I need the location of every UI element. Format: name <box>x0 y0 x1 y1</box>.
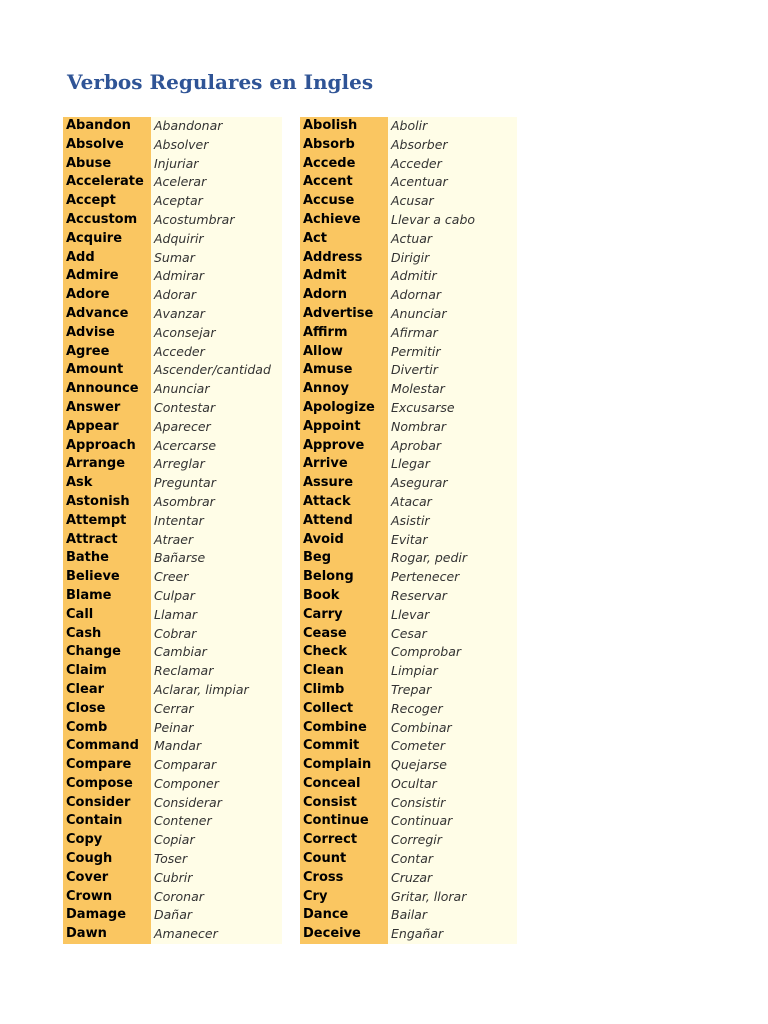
table-row <box>63 211 282 230</box>
table-row <box>63 343 282 362</box>
spanish-translation-cell: Acercarse <box>151 437 282 456</box>
english-verb-cell: Accustom <box>63 211 151 230</box>
table-row <box>63 117 282 136</box>
english-verb-cell: Ask <box>63 474 151 493</box>
english-verb-cell: Call <box>63 606 151 625</box>
table-row <box>63 606 282 625</box>
table-row <box>300 756 517 775</box>
english-verb-cell: Answer <box>63 399 151 418</box>
table-row <box>63 850 282 869</box>
spanish-translation-cell: Aprobar <box>388 437 517 456</box>
table-row <box>300 230 517 249</box>
spanish-translation-cell: Continuar <box>388 812 517 831</box>
english-verb-cell: Belong <box>300 568 388 587</box>
table-row <box>300 925 517 944</box>
english-verb-cell: Change <box>63 643 151 662</box>
spanish-translation-cell: Rogar, pedir <box>388 549 517 568</box>
table-row <box>300 192 517 211</box>
english-verb-cell: Cry <box>300 888 388 907</box>
spanish-translation-cell: Culpar <box>151 587 282 606</box>
table-row <box>63 418 282 437</box>
table-row <box>63 173 282 192</box>
english-verb-cell: Combine <box>300 719 388 738</box>
spanish-translation-cell: Abandonar <box>151 117 282 136</box>
spanish-translation-cell: Componer <box>151 775 282 794</box>
spanish-translation-cell: Dirigir <box>388 249 517 268</box>
spanish-translation-cell: Absorber <box>388 136 517 155</box>
table-row <box>63 643 282 662</box>
english-verb-cell: Announce <box>63 380 151 399</box>
table-row <box>300 719 517 738</box>
spanish-translation-cell: Llamar <box>151 606 282 625</box>
spanish-translation-cell: Afirmar <box>388 324 517 343</box>
english-verb-cell: Clean <box>300 662 388 681</box>
spanish-translation-cell: Trepar <box>388 681 517 700</box>
english-verb-cell: Correct <box>300 831 388 850</box>
english-verb-cell: Book <box>300 587 388 606</box>
table-row <box>300 831 517 850</box>
table-row <box>300 211 517 230</box>
english-verb-cell: Act <box>300 230 388 249</box>
english-verb-cell: Absolve <box>63 136 151 155</box>
table-row <box>300 869 517 888</box>
spanish-translation-cell: Gritar, llorar <box>388 888 517 907</box>
english-verb-cell: Approach <box>63 437 151 456</box>
table-row <box>63 775 282 794</box>
english-verb-cell: Astonish <box>63 493 151 512</box>
english-verb-cell: Accept <box>63 192 151 211</box>
table-row <box>63 869 282 888</box>
english-verb-cell: Cover <box>63 869 151 888</box>
english-verb-cell: Accent <box>300 173 388 192</box>
spanish-translation-cell: Preguntar <box>151 474 282 493</box>
english-verb-cell: Attend <box>300 512 388 531</box>
spanish-translation-cell: Ascender/cantidad <box>151 361 282 380</box>
spanish-translation-cell: Admirar <box>151 267 282 286</box>
english-verb-cell: Continue <box>300 812 388 831</box>
table-row <box>300 437 517 456</box>
table-row <box>63 719 282 738</box>
spanish-translation-cell: Comprobar <box>388 643 517 662</box>
english-verb-cell: Consider <box>63 794 151 813</box>
table-row <box>63 399 282 418</box>
spanish-translation-cell: Recoger <box>388 700 517 719</box>
english-verb-cell: Assure <box>300 474 388 493</box>
spanish-translation-cell: Abolir <box>388 117 517 136</box>
spanish-translation-cell: Dañar <box>151 906 282 925</box>
english-verb-cell: Accelerate <box>63 173 151 192</box>
spanish-translation-cell: Contener <box>151 812 282 831</box>
table-row <box>63 155 282 174</box>
table-row <box>63 230 282 249</box>
spanish-translation-cell: Cubrir <box>151 869 282 888</box>
spanish-translation-cell: Arreglar <box>151 455 282 474</box>
spanish-translation-cell: Contar <box>388 850 517 869</box>
spanish-translation-cell: Llevar <box>388 606 517 625</box>
english-verb-cell: Apologize <box>300 399 388 418</box>
spanish-translation-cell: Cerrar <box>151 700 282 719</box>
table-row <box>63 455 282 474</box>
table-row <box>300 324 517 343</box>
table-row <box>63 437 282 456</box>
table-row <box>300 643 517 662</box>
spanish-translation-cell: Divertir <box>388 361 517 380</box>
english-verb-cell: Appoint <box>300 418 388 437</box>
table-row <box>300 587 517 606</box>
spanish-translation-cell: Absolver <box>151 136 282 155</box>
spanish-translation-cell: Aconsejar <box>151 324 282 343</box>
english-verb-cell: Cash <box>63 625 151 644</box>
table-row <box>63 493 282 512</box>
spanish-translation-cell: Excusarse <box>388 399 517 418</box>
spanish-translation-cell: Sumar <box>151 249 282 268</box>
table-row <box>300 267 517 286</box>
table-row <box>63 305 282 324</box>
english-verb-cell: Dance <box>300 906 388 925</box>
page-title: Verbos Regulares en Ingles <box>67 70 374 94</box>
spanish-translation-cell: Adquirir <box>151 230 282 249</box>
english-verb-cell: Address <box>300 249 388 268</box>
english-verb-cell: Acquire <box>63 230 151 249</box>
spanish-translation-cell: Quejarse <box>388 756 517 775</box>
table-row <box>300 812 517 831</box>
table-row <box>63 549 282 568</box>
english-verb-cell: Accede <box>300 155 388 174</box>
table-row <box>300 173 517 192</box>
english-verb-cell: Admire <box>63 267 151 286</box>
table-row <box>63 888 282 907</box>
table-row <box>63 249 282 268</box>
table-row <box>300 606 517 625</box>
spanish-translation-cell: Acceder <box>388 155 517 174</box>
english-verb-cell: Arrive <box>300 455 388 474</box>
spanish-translation-cell: Injuriar <box>151 155 282 174</box>
table-row <box>63 531 282 550</box>
english-verb-cell: Commit <box>300 737 388 756</box>
english-verb-cell: Dawn <box>63 925 151 944</box>
table-row <box>300 888 517 907</box>
table-row <box>63 267 282 286</box>
table-row <box>63 756 282 775</box>
spanish-translation-cell: Actuar <box>388 230 517 249</box>
table-row <box>300 512 517 531</box>
english-verb-cell: Contain <box>63 812 151 831</box>
table-row <box>63 286 282 305</box>
spanish-translation-cell: Reclamar <box>151 662 282 681</box>
english-verb-cell: Advertise <box>300 305 388 324</box>
english-verb-cell: Copy <box>63 831 151 850</box>
table-row <box>300 906 517 925</box>
verb-table-left <box>63 117 282 944</box>
english-verb-cell: Admit <box>300 267 388 286</box>
table-row <box>300 794 517 813</box>
table-row <box>63 568 282 587</box>
table-row <box>63 625 282 644</box>
spanish-translation-cell: Intentar <box>151 512 282 531</box>
table-row <box>300 286 517 305</box>
table-row <box>63 737 282 756</box>
english-verb-cell: Abuse <box>63 155 151 174</box>
table-row <box>63 587 282 606</box>
spanish-translation-cell: Atacar <box>388 493 517 512</box>
english-verb-cell: Cough <box>63 850 151 869</box>
english-verb-cell: Advise <box>63 324 151 343</box>
table-row <box>300 343 517 362</box>
spanish-translation-cell: Engañar <box>388 925 517 944</box>
spanish-translation-cell: Acentuar <box>388 173 517 192</box>
table-row <box>63 794 282 813</box>
spanish-translation-cell: Mandar <box>151 737 282 756</box>
spanish-translation-cell: Cambiar <box>151 643 282 662</box>
english-verb-cell: Deceive <box>300 925 388 944</box>
spanish-translation-cell: Aparecer <box>151 418 282 437</box>
english-verb-cell: Attempt <box>63 512 151 531</box>
table-row <box>300 568 517 587</box>
table-row <box>300 155 517 174</box>
english-verb-cell: Compose <box>63 775 151 794</box>
english-verb-cell: Adore <box>63 286 151 305</box>
english-verb-cell: Add <box>63 249 151 268</box>
spanish-translation-cell: Limpiar <box>388 662 517 681</box>
english-verb-cell: Attack <box>300 493 388 512</box>
spanish-translation-cell: Cruzar <box>388 869 517 888</box>
table-row <box>63 700 282 719</box>
table-row <box>300 850 517 869</box>
english-verb-cell: Carry <box>300 606 388 625</box>
english-verb-cell: Achieve <box>300 211 388 230</box>
spanish-translation-cell: Amanecer <box>151 925 282 944</box>
english-verb-cell: Clear <box>63 681 151 700</box>
spanish-translation-cell: Molestar <box>388 380 517 399</box>
english-verb-cell: Arrange <box>63 455 151 474</box>
verb-table-right <box>300 117 517 944</box>
table-row <box>63 324 282 343</box>
spanish-translation-cell: Acostumbrar <box>151 211 282 230</box>
english-verb-cell: Check <box>300 643 388 662</box>
english-verb-cell: Conceal <box>300 775 388 794</box>
table-row <box>63 474 282 493</box>
table-row <box>300 531 517 550</box>
table-row <box>300 549 517 568</box>
spanish-translation-cell: Consistir <box>388 794 517 813</box>
english-verb-cell: Abandon <box>63 117 151 136</box>
english-verb-cell: Claim <box>63 662 151 681</box>
english-verb-cell: Agree <box>63 343 151 362</box>
english-verb-cell: Collect <box>300 700 388 719</box>
english-verb-cell: Attract <box>63 531 151 550</box>
english-verb-cell: Blame <box>63 587 151 606</box>
english-verb-cell: Allow <box>300 343 388 362</box>
spanish-translation-cell: Nombrar <box>388 418 517 437</box>
english-verb-cell: Amount <box>63 361 151 380</box>
table-row <box>63 192 282 211</box>
spanish-translation-cell: Cesar <box>388 625 517 644</box>
spanish-translation-cell: Atraer <box>151 531 282 550</box>
english-verb-cell: Compare <box>63 756 151 775</box>
table-row <box>300 681 517 700</box>
table-row <box>300 700 517 719</box>
spanish-translation-cell: Pertenecer <box>388 568 517 587</box>
table-row <box>63 681 282 700</box>
table-row <box>63 906 282 925</box>
spanish-translation-cell: Acceder <box>151 343 282 362</box>
spanish-translation-cell: Toser <box>151 850 282 869</box>
table-row <box>300 775 517 794</box>
spanish-translation-cell: Evitar <box>388 531 517 550</box>
english-verb-cell: Avoid <box>300 531 388 550</box>
table-row <box>63 361 282 380</box>
table-row <box>63 512 282 531</box>
table-row <box>300 455 517 474</box>
english-verb-cell: Appear <box>63 418 151 437</box>
table-row <box>63 831 282 850</box>
table-row <box>63 136 282 155</box>
english-verb-cell: Damage <box>63 906 151 925</box>
spanish-translation-cell: Anunciar <box>388 305 517 324</box>
spanish-translation-cell: Acelerar <box>151 173 282 192</box>
spanish-translation-cell: Aceptar <box>151 192 282 211</box>
spanish-translation-cell: Coronar <box>151 888 282 907</box>
english-verb-cell: Cease <box>300 625 388 644</box>
table-row <box>300 625 517 644</box>
table-row <box>300 136 517 155</box>
table-row <box>300 380 517 399</box>
table-row <box>63 662 282 681</box>
spanish-translation-cell: Aclarar, limpiar <box>151 681 282 700</box>
spanish-translation-cell: Corregir <box>388 831 517 850</box>
english-verb-cell: Annoy <box>300 380 388 399</box>
spanish-translation-cell: Bailar <box>388 906 517 925</box>
table-row <box>300 418 517 437</box>
english-verb-cell: Complain <box>300 756 388 775</box>
spanish-translation-cell: Ocultar <box>388 775 517 794</box>
spanish-translation-cell: Avanzar <box>151 305 282 324</box>
spanish-translation-cell: Combinar <box>388 719 517 738</box>
spanish-translation-cell: Peinar <box>151 719 282 738</box>
english-verb-cell: Affirm <box>300 324 388 343</box>
english-verb-cell: Approve <box>300 437 388 456</box>
spanish-translation-cell: Considerar <box>151 794 282 813</box>
spanish-translation-cell: Asegurar <box>388 474 517 493</box>
english-verb-cell: Amuse <box>300 361 388 380</box>
spanish-translation-cell: Acusar <box>388 192 517 211</box>
spanish-translation-cell: Anunciar <box>151 380 282 399</box>
spanish-translation-cell: Creer <box>151 568 282 587</box>
english-verb-cell: Adorn <box>300 286 388 305</box>
table-row <box>300 493 517 512</box>
english-verb-cell: Accuse <box>300 192 388 211</box>
english-verb-cell: Advance <box>63 305 151 324</box>
english-verb-cell: Close <box>63 700 151 719</box>
english-verb-cell: Climb <box>300 681 388 700</box>
spanish-translation-cell: Asombrar <box>151 493 282 512</box>
table-row <box>300 399 517 418</box>
english-verb-cell: Absorb <box>300 136 388 155</box>
spanish-translation-cell: Cobrar <box>151 625 282 644</box>
english-verb-cell: Beg <box>300 549 388 568</box>
spanish-translation-cell: Reservar <box>388 587 517 606</box>
spanish-translation-cell: Adorar <box>151 286 282 305</box>
table-row <box>300 662 517 681</box>
english-verb-cell: Count <box>300 850 388 869</box>
spanish-translation-cell: Permitir <box>388 343 517 362</box>
spanish-translation-cell: Llegar <box>388 455 517 474</box>
spanish-translation-cell: Admitir <box>388 267 517 286</box>
english-verb-cell: Crown <box>63 888 151 907</box>
english-verb-cell: Bathe <box>63 549 151 568</box>
english-verb-cell: Believe <box>63 568 151 587</box>
table-row <box>300 361 517 380</box>
english-verb-cell: Command <box>63 737 151 756</box>
spanish-translation-cell: Llevar a cabo <box>388 211 517 230</box>
table-row <box>63 812 282 831</box>
spanish-translation-cell: Adornar <box>388 286 517 305</box>
spanish-translation-cell: Asistir <box>388 512 517 531</box>
table-row <box>300 474 517 493</box>
english-verb-cell: Cross <box>300 869 388 888</box>
spanish-translation-cell: Comparar <box>151 756 282 775</box>
english-verb-cell: Abolish <box>300 117 388 136</box>
table-row <box>63 925 282 944</box>
table-row <box>300 117 517 136</box>
table-row <box>300 737 517 756</box>
spanish-translation-cell: Contestar <box>151 399 282 418</box>
spanish-translation-cell: Bañarse <box>151 549 282 568</box>
english-verb-cell: Consist <box>300 794 388 813</box>
spanish-translation-cell: Copiar <box>151 831 282 850</box>
table-row <box>300 305 517 324</box>
table-row <box>300 249 517 268</box>
english-verb-cell: Comb <box>63 719 151 738</box>
spanish-translation-cell: Cometer <box>388 737 517 756</box>
table-row <box>63 380 282 399</box>
